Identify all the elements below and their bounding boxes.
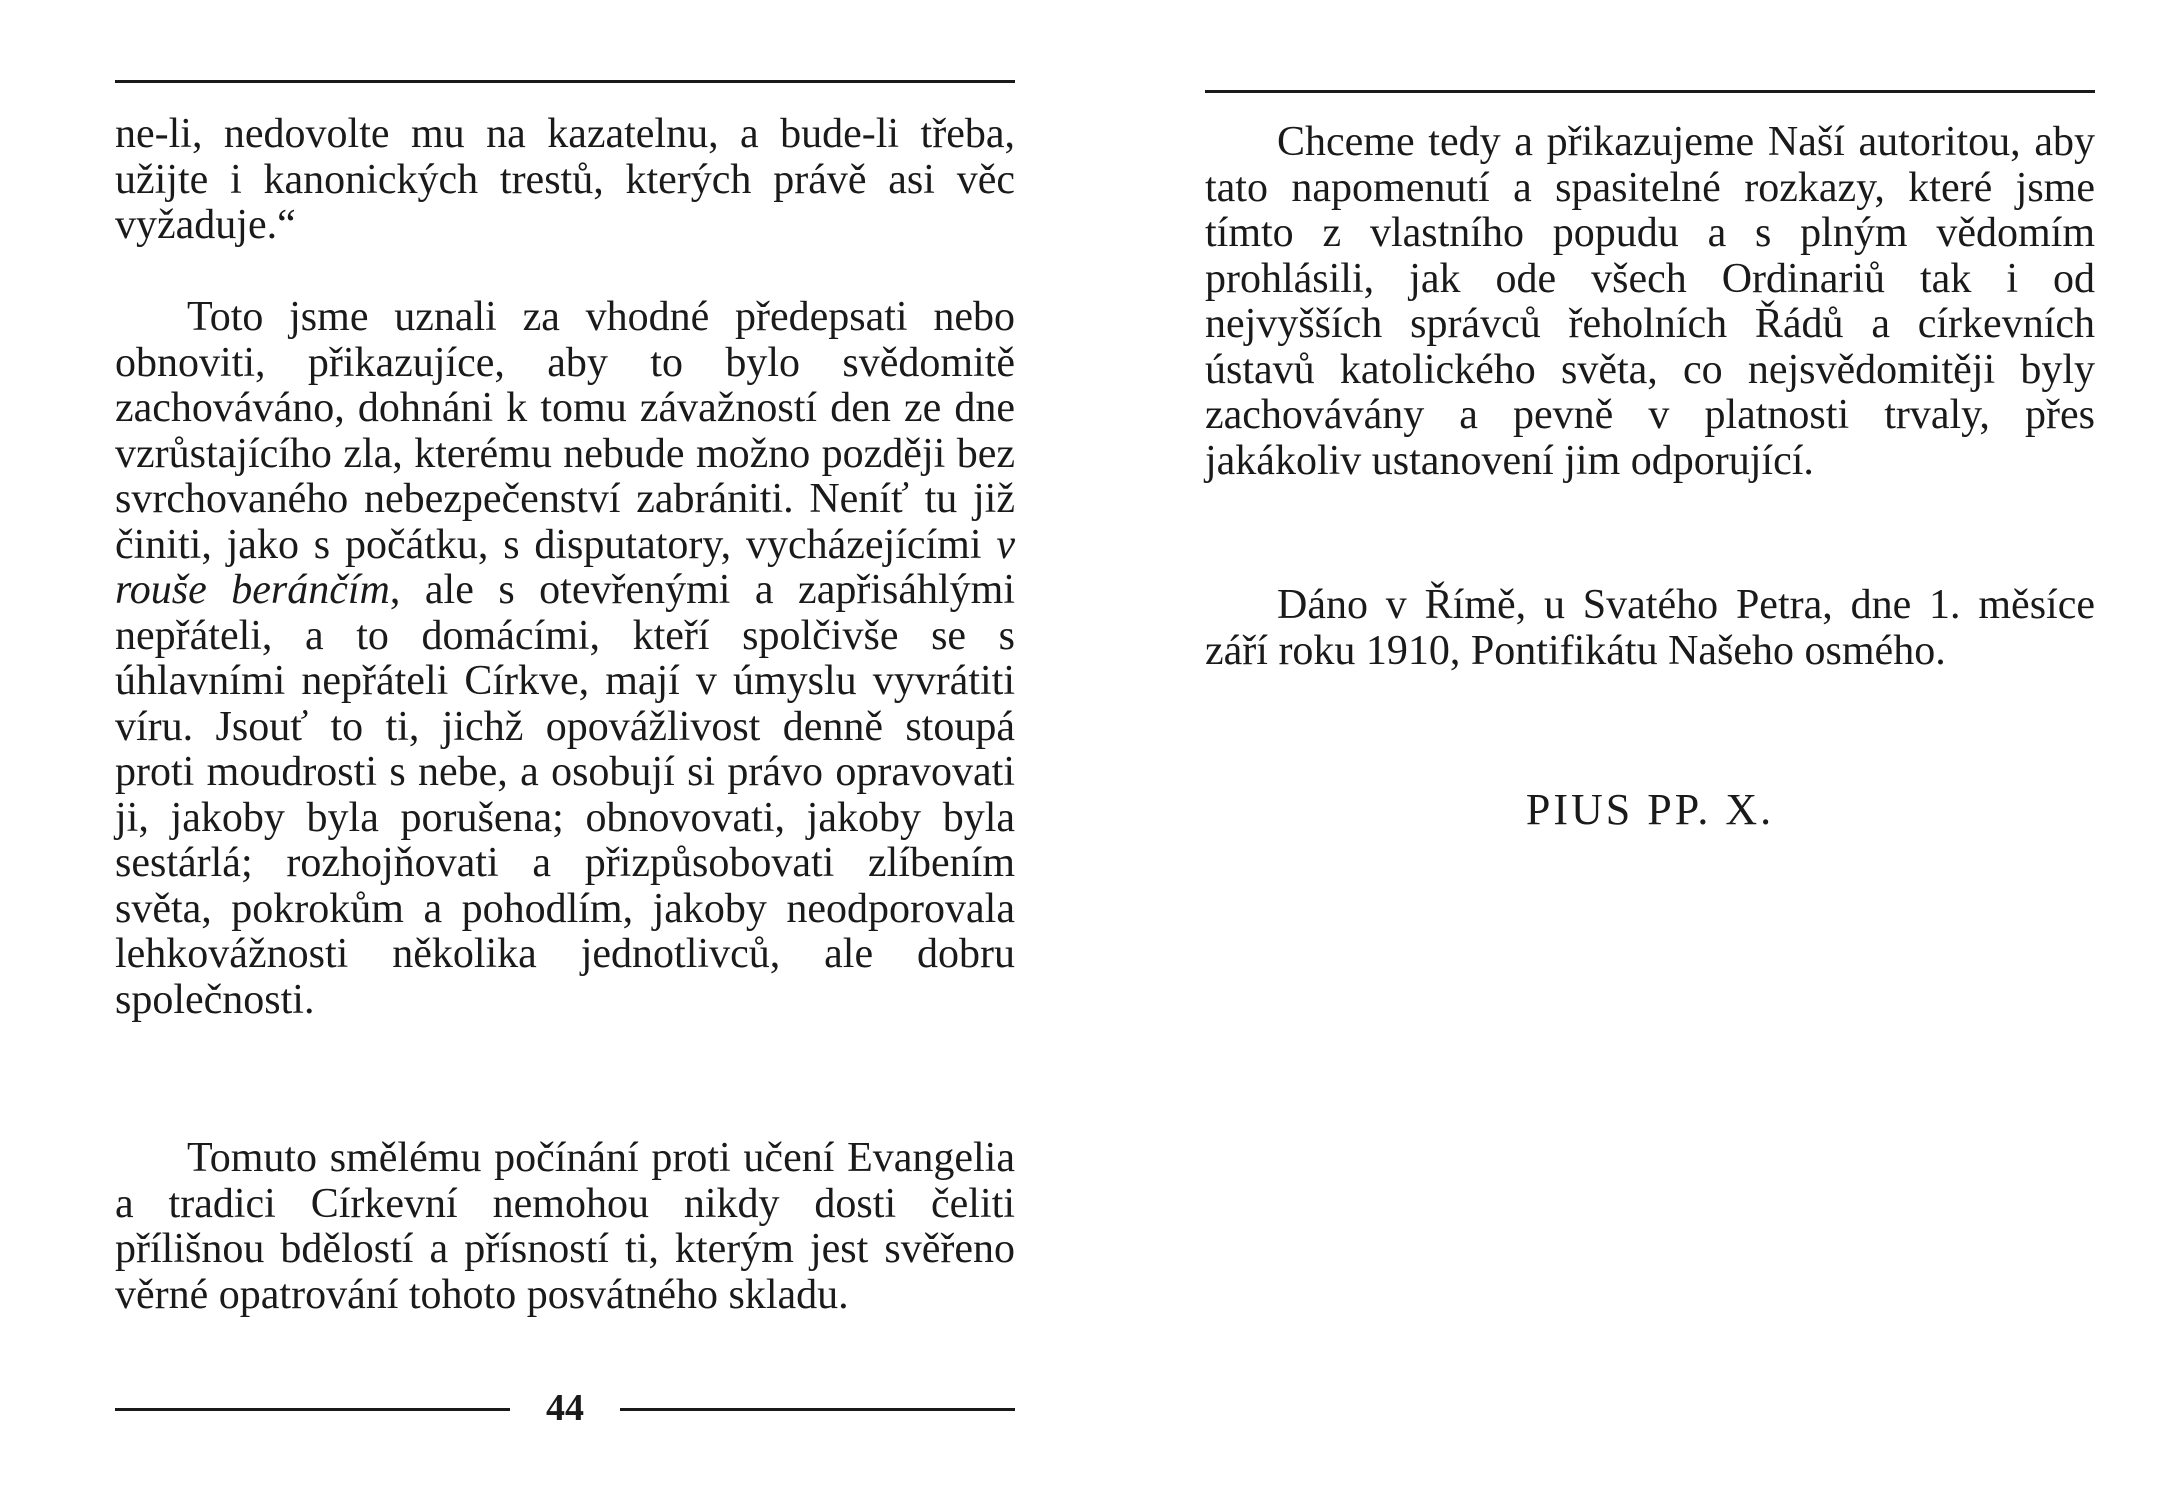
left-page [115, 0, 1015, 1501]
left-paragraph-2-part-b: , ale s otevřenými a zapřisáhlými nepřáteli, a to domácími, kteří spolčivše se s úhlavními nepřáteli Církve, mají v úmyslu vyvrátiti víru. Jsouť to ti, jichž opovážlivost denně stoupá proti moudrosti s nebe, a osobují si právo opravovati ji, jakoby byla porušena; obnovovati, jakoby byla sestárlá; rozhojňovati a přizpůsobovati zlíbením světa, pokrokům a pohodlím, jakoby neodporovala lehkovážnosti několika jednotlivců, ale dobru společnosti. [115, 567, 1015, 1023]
left-paragraph-2-italic-phrase: v rouše beránčím [115, 521, 1015, 613]
footer-rule-right [620, 1408, 1015, 1411]
left-paragraph-2 [115, 295, 1015, 1023]
left-paragraph-1-block [115, 112, 1015, 249]
top-rule-left [115, 80, 1015, 83]
signature: PIUS PP. X. [1525, 785, 1775, 834]
right-paragraph-1-block [1205, 120, 2095, 484]
page-number: 44 [546, 1387, 584, 1429]
right-paragraph-1: Chceme tedy a přikazujeme Naší autoritou, aby tato napomenutí a spasitelné rozkazy, které jsme tímto z vlastního popudu a s plným vědomím prohlásili, jak ode všech Ordinariů tak i od nejvyšších správců řeholních Řádů a církevních ústavů katolického světa, co nejsvědomitěji byly zachovávány a pevně v platnosti trvaly, přes jakákoliv ustanovení jim odporující. [1205, 119, 2095, 484]
left-paragraph-3: Tomuto smělému počínání proti učení Evangelia a tradici Církevní nemohou nikdy dosti čeliti přílišnou bdělostí a přísností ti, kterým jest svěřeno věrné opatrování tohoto posvátného skladu. [115, 1135, 1015, 1318]
footer-rule-left [115, 1408, 510, 1411]
left-paragraph-2-block [115, 295, 1015, 1023]
right-paragraph-2-block [1205, 583, 2095, 674]
top-rule-right [1205, 90, 2095, 93]
right-paragraph-2: Dáno v Římě, u Svatého Petra, dne 1. měsíce září roku 1910, Pontifikátu Našeho osmého. [1205, 582, 2095, 674]
page-footer [115, 1388, 1015, 1428]
left-paragraph-1: ne-li, nedovolte mu na kazatelnu, a bude-li třeba, užijte i kanonických trestů, kterých právě asi věc vyžaduje.“ [115, 111, 1015, 248]
left-paragraph-3-block [115, 1136, 1015, 1318]
left-paragraph-2-part-a: Toto jsme uznali za vhodné předepsati nebo obnoviti, přikazujíce, aby to bylo svědomitě zachováváno, dohnáni k tomu závažností den ze dne vzrůstajícího zla, kterému nebude možno později bez svrchovaného nebezpečenství zabrániti. Neníť tu již činiti, jako s počátku, s disputatory, vycházejícími [115, 294, 1015, 568]
right-page [1205, 0, 2095, 1501]
